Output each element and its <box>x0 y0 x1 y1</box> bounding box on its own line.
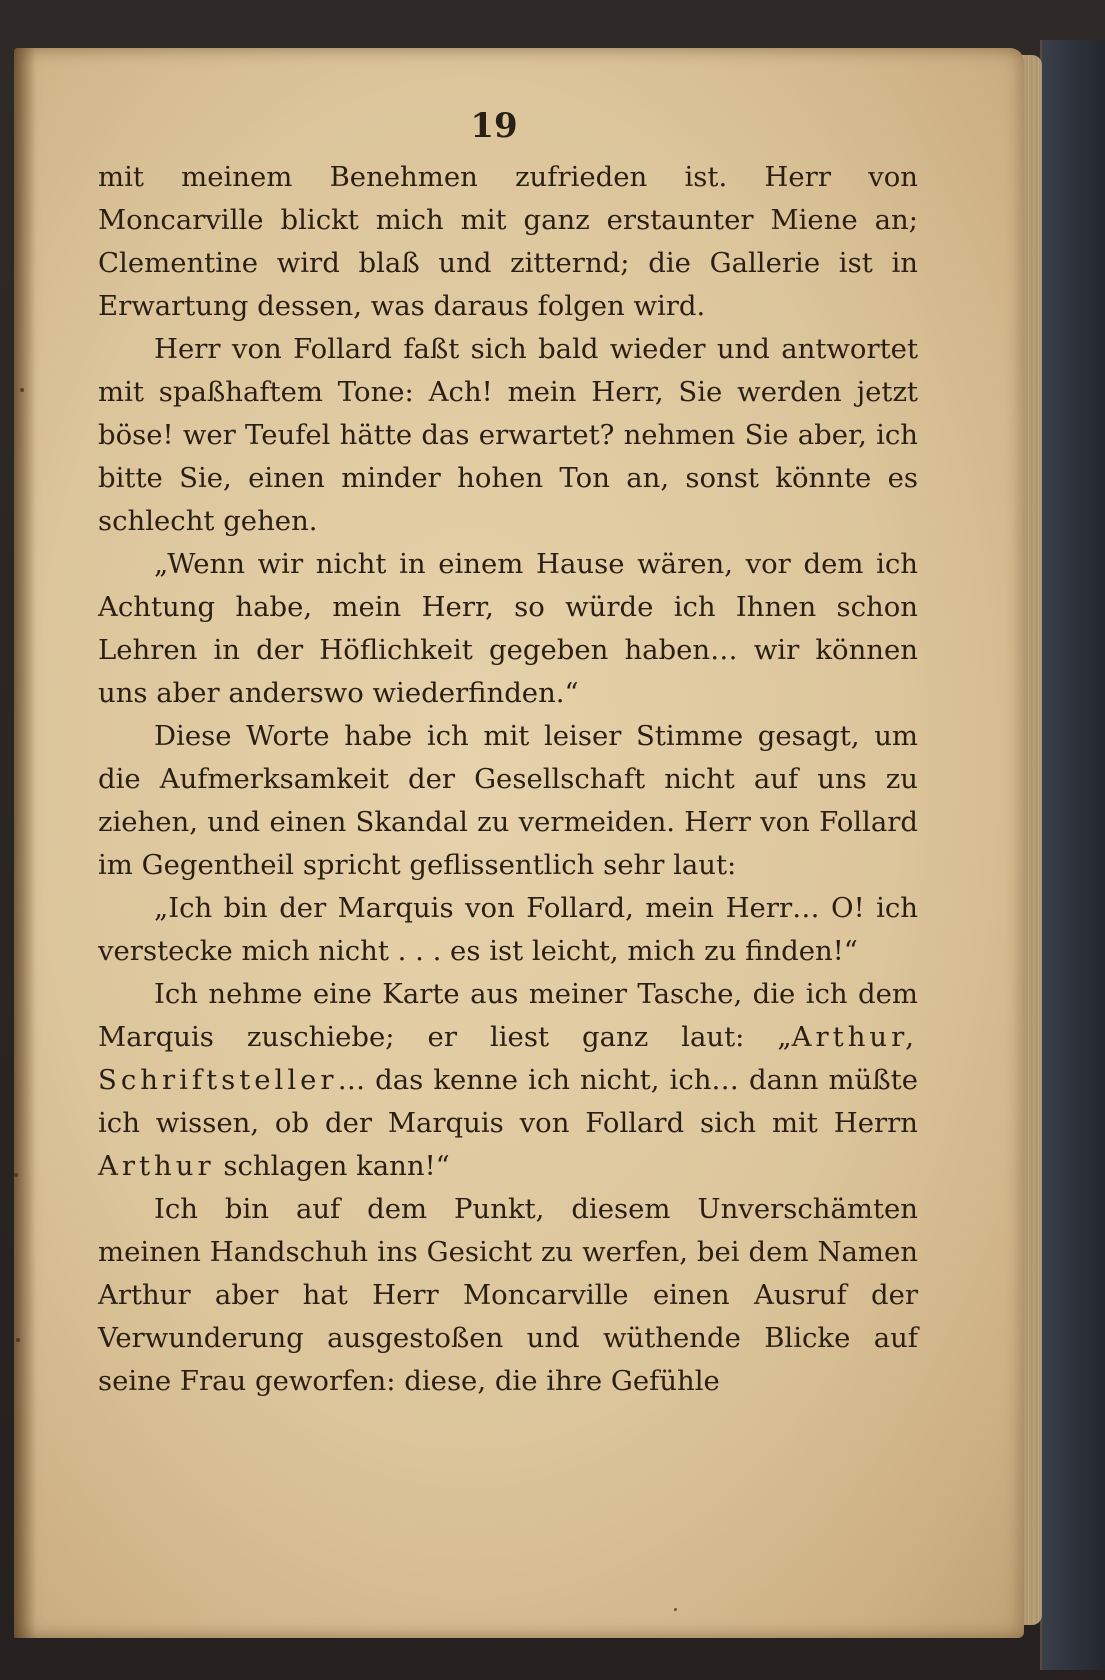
paper-speck <box>674 1608 677 1611</box>
paragraph-1: mit meinem Benehmen zufrieden ist. Herr von Moncarville blickt mich mit ganz erstaunter Miene an; Clementine wird blaß und zitternd; die Gallerie ist in Erwartung dessen, was daraus folgen wird. <box>98 161 918 322</box>
book-cover-edge <box>1040 40 1105 1670</box>
paragraph-3: „Wenn wir nicht in einem Hause wären, vor dem ich Achtung habe, mein Herr, so würde ich Ihnen schon Lehren in der Höflichkeit gegeben haben… wir können uns aber anderswo wiederfinden.“ <box>98 548 918 709</box>
body-text <box>98 156 918 1403</box>
paragraph-2: Herr von Follard faßt sich bald wieder und antwortet mit spaßhaftem Tone: Ach! mein Herr, Sie werden jetzt böse! wer Teufel hätte das erwartet? nehmen Sie aber, ich bitte Sie, einen minder hohen Ton an, sonst könnte es schlecht gehen. <box>98 333 918 537</box>
paper-speck <box>16 1338 20 1342</box>
paragraph-6-middle: … das kenne ich nicht, ich… dann müßte ich wissen, ob der Marquis von Follard sich mit Herrn <box>98 1064 918 1139</box>
spaced-name-arthur: Arthur <box>98 1150 215 1182</box>
paragraph-4: Diese Worte habe ich mit leiser Stimme gesagt, um die Aufmerksamkeit der Gesellschaft nicht auf uns zu ziehen, und einen Skandal zu vermeiden. Herr von Follard im Gegentheil spricht geflissentlich sehr laut: <box>98 720 918 881</box>
paper-speck <box>14 1173 18 1177</box>
paper-speck <box>20 388 24 392</box>
gutter-shadow <box>14 48 36 1638</box>
paragraph-7: Ich bin auf dem Punkt, diesem Unverschämten meinen Handschuh ins Gesicht zu werfen, bei dem Namen Arthur aber hat Herr Moncarville einen Ausruf der Verwunderung ausgestoßen und wüthende Blicke auf seine Frau geworfen: diese, die ihre Gefühle <box>98 1193 918 1397</box>
book-page <box>14 48 1024 1638</box>
page-number: 19 <box>470 106 518 146</box>
paragraph-6 <box>98 973 918 1188</box>
spaced-name-arthur-schriftsteller: Arthur, Schriftsteller <box>98 1021 918 1096</box>
paragraph-6-after: schlagen kann!“ <box>214 1150 450 1182</box>
paragraph-5: „Ich bin der Marquis von Follard, mein Herr… O! ich verstecke mich nicht . . . es ist leicht, mich zu finden!“ <box>98 892 918 967</box>
paragraph-6-before: Ich nehme eine Karte aus meiner Tasche, die ich dem Marquis zuschiebe; er liest ganz laut: „ <box>98 978 918 1053</box>
